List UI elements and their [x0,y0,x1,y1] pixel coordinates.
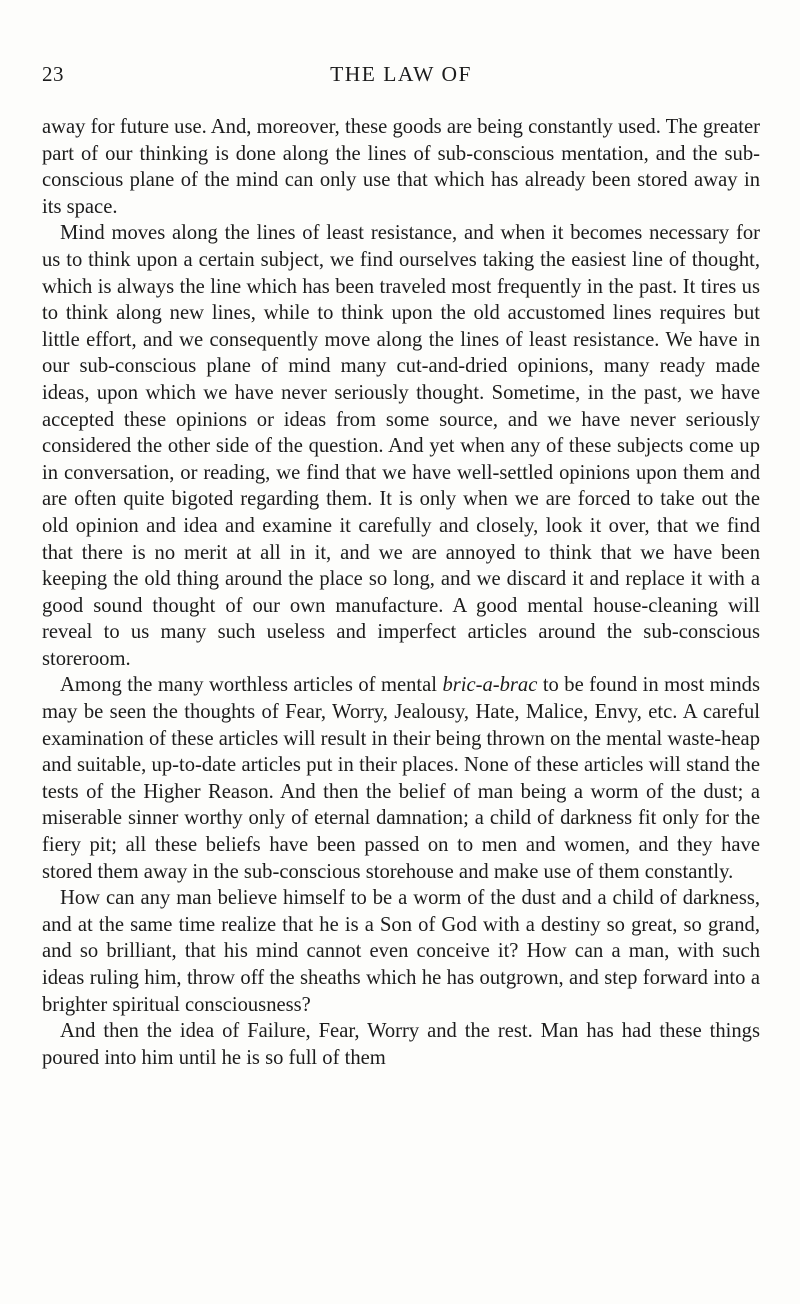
running-title: THE LAW OF [330,62,472,86]
paragraph-3-text-after: to be found in most minds may be seen the thoughts of Fear, Worry, Jealousy, Hate, Malice, Envy, etc. A careful examination of these articles will result in their being thrown on the mental waste-heap and suitable, up-to-date articles put in their places. None of these articles will stand the tests of the Higher Reason. And then the belief of man being a worm of the dust; a miserable sinner worthy only of eternal damnation; a child of darkness fit only for the fiery pit; all these beliefs have been passed on to men and women, and they have stored them away in the sub-conscious storehouse and make use of them constantly. [42,674,760,883]
paragraph-4: How can any man believe himself to be a worm of the dust and a child of darkness, and at the same time realize that he is a Son of God with a destiny so great, so grand, and so brilliant, that his mind cannot even conceive it? How can a man, with such ideas ruling him, throw off the sheaths which he has outgrown, and step forward into a brighter spiritual consciousness? [42,887,760,1016]
paragraph-3-text-before: Among the many worthless articles of mental [60,674,443,697]
book-page [42,62,760,1071]
page-number: 23 [42,62,64,86]
body-text [42,114,760,1071]
paragraph-5: And then the idea of Failure, Fear, Worry and the rest. Man has had these things poured into him until he is so full of them [42,1020,760,1069]
paragraph-3 [42,672,760,885]
running-head [42,62,760,98]
paragraph-2: Mind moves along the lines of least resistance, and when it becomes necessary for us to think upon a certain subject, we find ourselves taking the easiest line of thought, which is always the line which has been traveled most frequently in the past. It tires us to think along new lines, while to think upon the old accustomed lines requires but little effort, and we consequently move along the lines of least resistance. We have in our sub-conscious plane of mind many cut-and-dried opinions, many ready made ideas, upon which we have never seriously thought. Sometime, in the past, we have accepted these opinions or ideas from some source, and we have never seriously considered the other side of the question. And yet when any of these subjects come up in conversation, or reading, we find that we have well-settled opinions upon them and are often quite bigoted regarding them. It is only when we are forced to take out the old opinion and idea and examine it carefully and closely, look it over, that we find that there is no merit at all in it, and we are annoyed to think that we have been keeping the old thing around the place so long, and we discard it and replace it with a good sound thought of our own manufacture. A good mental house-cleaning will reveal to us many such useless and imperfect articles around the sub-conscious storeroom. [42,222,760,670]
emphasis-bric-a-brac: bric-a-brac [442,674,538,697]
paragraph-1: away for future use. And, moreover, these goods are being constantly used. The greater part of our thinking is done along the lines of sub-conscious mentation, and the sub-conscious plane of the mind can only use that which has already been stored away in its space. [42,116,760,218]
